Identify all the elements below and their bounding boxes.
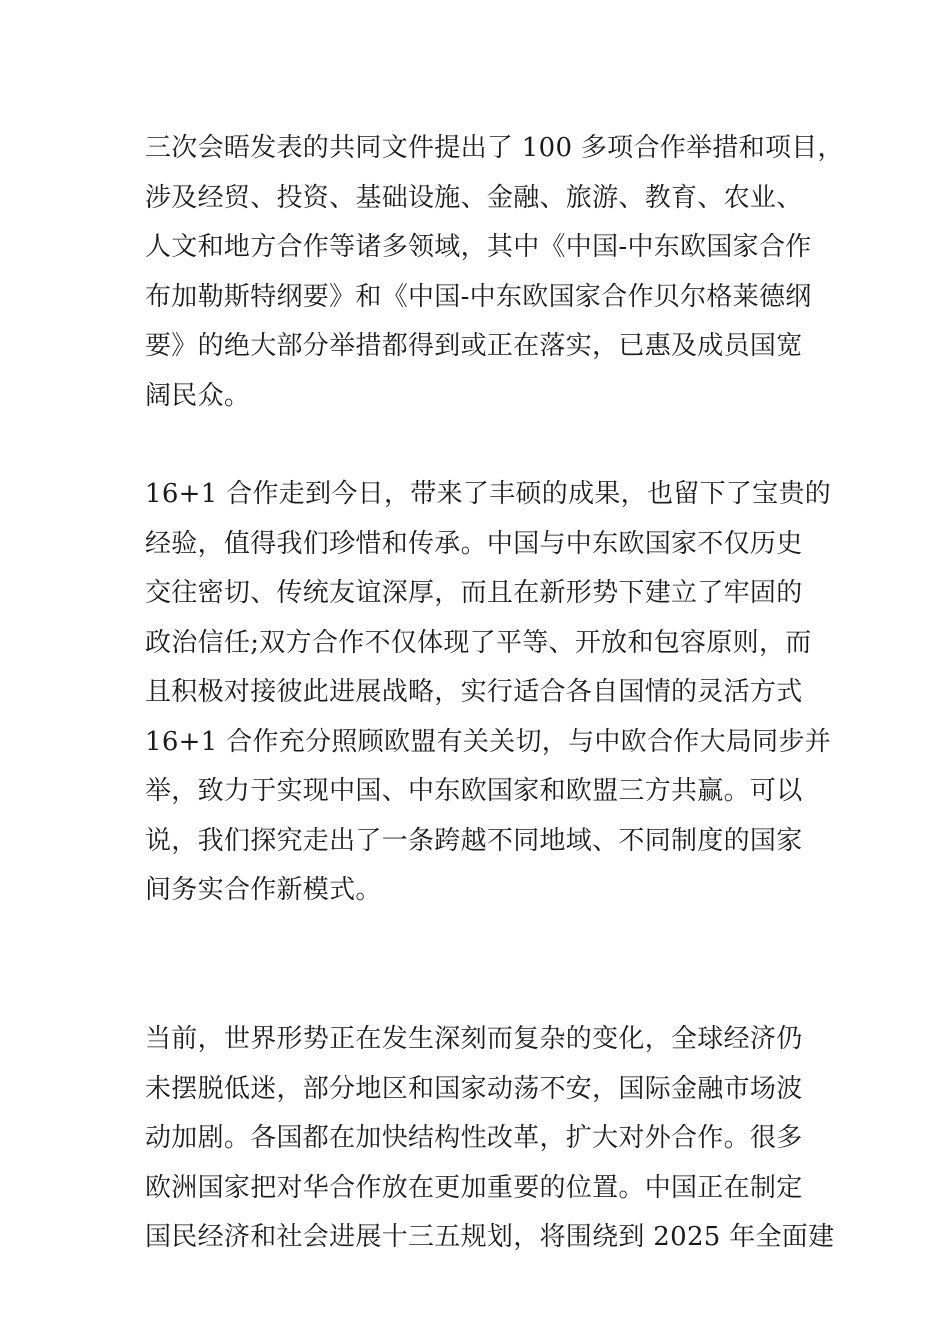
text-line: 涉及经贸、投资、基础设施、金融、旅游、教育、农业、 [145, 182, 803, 213]
text-line: 当前，世界形势正在发生深刻而复杂的变化，全球经济仍 [145, 1024, 803, 1054]
text-line: 欧洲国家把对华合作放在更加重要的位置。中国正在制定 [145, 1172, 803, 1203]
paragraph-3 [145, 1015, 835, 1263]
text-line: 阔民众。 [145, 380, 251, 411]
text-line: 三次会晤发表的共同文件提出了 100 多项合作举措和项目， [145, 133, 844, 163]
paragraph-2 [145, 470, 832, 916]
text-line: 交往密切、传统友谊深厚，而且在新形势下建立了牢固的 [145, 578, 803, 608]
text-line: 且积极对接彼此进展战略，实行适合各自国情的灵活方式 [145, 677, 803, 707]
text-line: 举，致力于实现中国、中东欧国家和欧盟三方共赢。可以 [145, 776, 803, 806]
text-line: 国民经济和社会进展十三五规划，将围绕到 2025 年全面建 [145, 1222, 835, 1252]
text-line: 政治信任;双方合作不仅体现了平等、开放和包容原则，而 [145, 627, 812, 658]
text-line: 说，我们探究走出了一条跨越不同地域、不同制度的国家 [145, 825, 803, 856]
paragraph-1 [145, 124, 844, 421]
text-line: 布加勒斯特纲要》和《中国-中东欧国家合作贝尔格莱德纲 [145, 281, 812, 312]
text-line: 未摆脱低迷，部分地区和国家动荡不安，国际金融市场波 [145, 1073, 803, 1104]
text-line: 动加剧。各国都在加快结构性改革，扩大对外合作。很多 [145, 1123, 803, 1153]
text-line: 16+1 合作走到今日，带来了丰硕的成果，也留下了宝贵的 [145, 479, 832, 509]
text-line: 人文和地方合作等诸多领域，其中《中国-中东欧国家合作 [145, 232, 812, 262]
text-line: 要》的绝大部分举措都得到或正在落实，已惠及成员国宽 [145, 331, 803, 361]
text-line: 间务实合作新模式。 [145, 875, 382, 905]
text-line: 16+1 合作充分照顾欧盟有关关切，与中欧合作大局同步并 [145, 726, 832, 757]
text-line: 经验，值得我们珍惜和传承。中国与中东欧国家不仅历史 [145, 528, 803, 559]
